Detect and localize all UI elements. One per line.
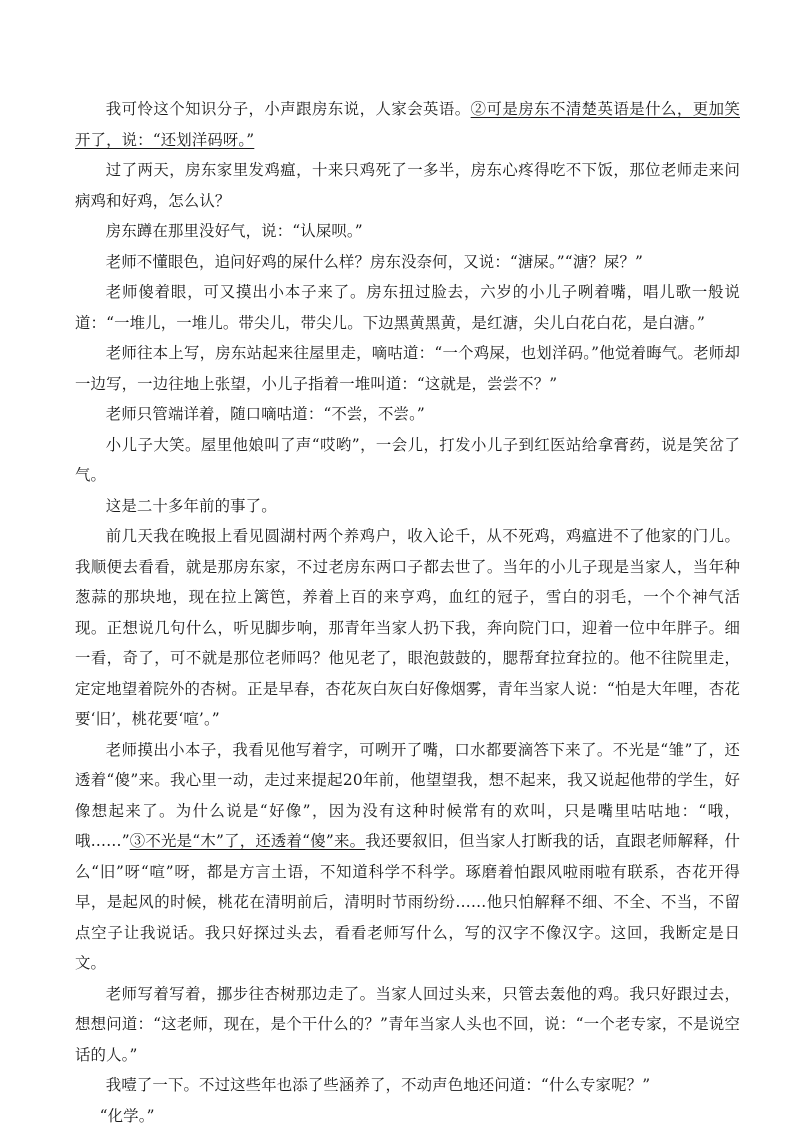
text-segment: 这是二十多年前的事了。: [105, 496, 277, 515]
text-segment: 老师摸出小本子，我看见他写着字，可咧开了嘴，口水都要滴答下来了。不光是“雏”了，还透着“傻”来。我心里一动，走过来提起20年前，他望望我，想不起来，我又说起他带的学生，好像想起来了。为什么说是“好像”，因为没有这种时候常有的欢叫，只是嘴里咕咕地：“哦，哦……”: [75, 740, 740, 850]
paragraph: [75, 979, 740, 1071]
text-segment: 老师只管端详着，随口嘀咕道：“不尝，不尝。”: [105, 405, 425, 423]
text-segment: “化学。”: [99, 1106, 155, 1125]
paragraph: [75, 277, 740, 338]
paragraph: [75, 338, 740, 399]
text-segment: 我噎了一下。不过这些年也添了些涵养了，不动声色地还问道：“什么专家呢？”: [105, 1076, 651, 1094]
paragraph: [75, 735, 740, 979]
paragraph: [75, 216, 740, 247]
text-segment: 老师写着写着，挪步往杏树那边走了。当家人回过头来，只管去轰他的鸡。我只好跟过去，想想问道：“这老师，现在，是个干什么的？”青年当家人头也不回，说：“一个老专家，不是说空话的人。”: [75, 984, 740, 1064]
paragraph: [75, 491, 740, 522]
paragraph: [75, 155, 740, 216]
text-segment: 小儿子大笑。屋里他娘叫了声“哎哟”，一会儿，打发小儿子到红医站给拿膏药，说是笑岔了气。: [75, 435, 740, 484]
text-segment: 我可怜这个知识分子，小声跟房东说，人家会英语。: [105, 100, 471, 118]
paragraph: [75, 399, 740, 430]
underlined-sentence: ②可是房东不清楚英语是什么，更加笑开了，说：“还划洋码呀。”: [75, 100, 740, 149]
underlined-sentence: ③不光是“木”了，还透着“傻”来。: [129, 832, 366, 850]
text-segment: 老师往本上写，房东站起来往屋里走，嘀咕道：“一个鸡屎，也划洋码。”他觉着晦气。老师却一边写，一边往地上张望，小儿子指着一堆叫道：“这就是，尝尝不？”: [75, 344, 740, 393]
text-segment: 过了两天，房东家里发鸡瘟，十来只鸡死了一多半，房东心疼得吃不下饭，那位老师走来问病鸡和好鸡，怎么认？: [75, 161, 740, 210]
paragraph: [75, 94, 740, 155]
text-segment: 老师不懂眼色，追问好鸡的屎什么样？房东没奈何，又说：“溏屎。”“溏？屎？”: [105, 252, 644, 271]
text-segment: 房东蹲在那里没好气，说：“认屎呗。”: [105, 222, 363, 240]
paragraph: [75, 1101, 740, 1132]
paragraph: [75, 247, 740, 278]
paragraph: [75, 430, 740, 491]
text-segment: 老师傻着眼，可又摸出小本子来了。房东扭过脸去，六岁的小儿子咧着嘴，唱儿歌一般说道：“一堆儿，一堆儿。带尖儿，带尖儿。下边黑黄黑黄，是红溏，尖儿白花白花，是白溏。”: [75, 283, 740, 332]
document-body: [75, 94, 740, 1131]
paragraph: [75, 1070, 740, 1101]
paragraph: [75, 521, 740, 735]
text-segment: 前几天我在晚报上看见圆湖村两个养鸡户，收入论千，从不死鸡，鸡瘟进不了他家的门儿。我顺便去看看，就是那房东家，不过老房东两口子都去世了。当年的小儿子现是当家人，当年种葱蒜的那块地，现在拉上篱笆，养着上百的来亨鸡，血红的冠子，雪白的羽毛，一个个神气活现。正想说几句什么，听见脚步响，那青年当家人扔下我，奔向院门口，迎着一位中年胖子。细一看，奇了，可不就是那位老师吗？他见老了，眼泡鼓鼓的，腮帮耷拉耷拉的。他不往院里走，定定地望着院外的杏树。正是早春，杏花灰白灰白好像烟雾，青年当家人说：“怕是大年哩，杏花要‘旧’，桃花要‘喧’。”: [75, 527, 740, 728]
text-segment: 我还要叙旧，但当家人打断我的话，直跟老师解释，什么“旧”呀“喧”呀，都是方言土语，不知道科学不科学。琢磨着怕跟风啦雨啦有联系，杏花开得早，是起风的时候，桃花在清明前后，清明时节雨纷纷……他只怕解释不细、不全、不当，不留点空子让我说话。我只好探过头去，看看老师写什么，写的汉字不像汉字。这回，我断定是日文。: [75, 832, 740, 972]
